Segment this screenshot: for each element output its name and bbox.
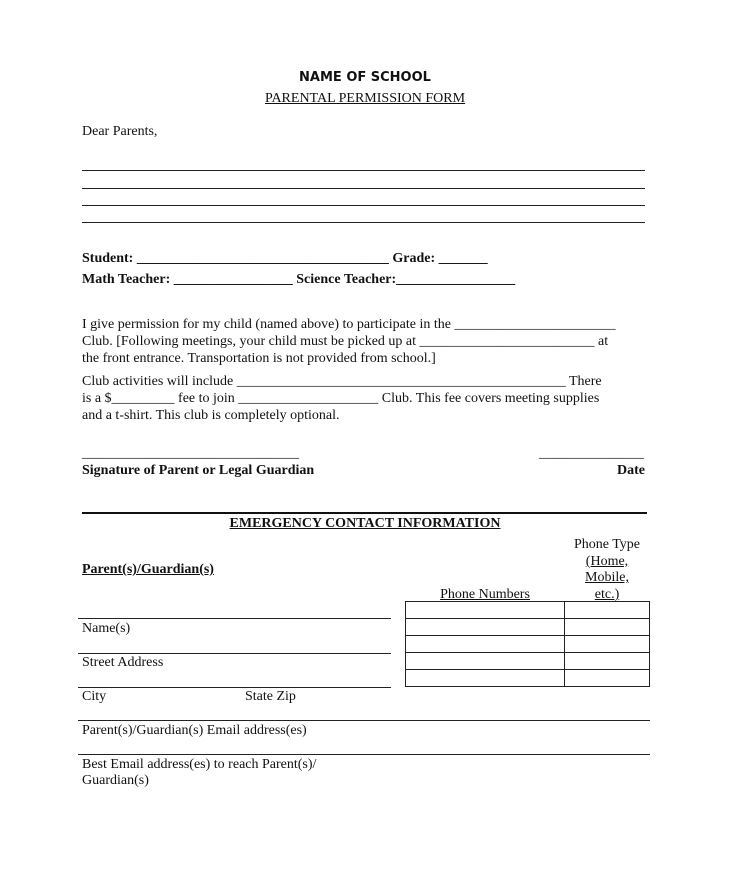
message-line-2[interactable] bbox=[82, 188, 645, 189]
state-zip-label: State Zip bbox=[245, 689, 296, 704]
best-email-top-line[interactable] bbox=[78, 754, 650, 755]
phone-number-cell[interactable] bbox=[406, 619, 565, 636]
email-label: Parent(s)/Guardian(s) Email address(es) bbox=[82, 723, 307, 738]
phone-row bbox=[406, 670, 650, 687]
street-address-label: Street Address bbox=[82, 655, 164, 670]
phone-type-home: (Home, bbox=[585, 554, 629, 569]
best-email-label-line-2: Guardian(s) bbox=[82, 773, 149, 788]
phone-type-cell[interactable] bbox=[565, 602, 650, 619]
best-email-label-line-1: Best Email address(es) to reach Parent(s)/ bbox=[82, 757, 317, 772]
emergency-heading: EMERGENCY CONTACT INFORMATION bbox=[229, 516, 501, 531]
phone-numbers-label: Phone Numbers bbox=[440, 587, 530, 602]
message-line-4[interactable] bbox=[82, 222, 645, 223]
phone-row bbox=[406, 653, 650, 670]
student-grade-line[interactable]: Student: ____________________________________ Grade: _______ bbox=[82, 251, 488, 266]
message-line-1[interactable] bbox=[82, 170, 645, 171]
signature-label: Signature of Parent or Legal Guardian bbox=[82, 463, 315, 478]
phone-type-cell[interactable] bbox=[565, 653, 650, 670]
phone-row bbox=[406, 602, 650, 619]
email-top-line[interactable] bbox=[78, 720, 650, 721]
phone-row bbox=[406, 619, 650, 636]
phone-type-mobile: Mobile, bbox=[585, 570, 629, 585]
permission-line-2: Club. [Following meetings, your child must be picked up at _________________________ at bbox=[82, 334, 609, 349]
phone-table bbox=[405, 601, 650, 687]
phone-number-cell[interactable] bbox=[406, 653, 565, 670]
phone-number-cell[interactable] bbox=[406, 602, 565, 619]
salutation: Dear Parents, bbox=[82, 124, 158, 139]
form-title: PARENTAL PERMISSION FORM bbox=[264, 91, 466, 106]
city-label: City bbox=[82, 689, 107, 704]
school-name: NAME OF SCHOOL bbox=[299, 70, 431, 85]
date-blank[interactable]: _______________ bbox=[539, 446, 644, 461]
names-top-line bbox=[78, 618, 391, 619]
activities-line-3: and a t-shirt. This club is completely optional. bbox=[82, 408, 340, 423]
permission-line-1: I give permission for my child (named above) to participate in the _______________________ bbox=[82, 317, 616, 332]
phone-type-etc: etc.) bbox=[594, 587, 620, 602]
date-label: Date bbox=[617, 463, 645, 478]
phone-row bbox=[406, 636, 650, 653]
street-top-line[interactable] bbox=[78, 653, 391, 654]
phone-number-cell[interactable] bbox=[406, 670, 565, 687]
guardians-label: Parent(s)/Guardian(s) bbox=[82, 562, 214, 577]
permission-line-3: the front entrance. Transportation is not provided from school.] bbox=[82, 351, 436, 366]
phone-type-label: Phone Type bbox=[573, 537, 641, 552]
phone-type-cell[interactable] bbox=[565, 670, 650, 687]
city-top-line[interactable] bbox=[78, 687, 391, 688]
message-line-3[interactable] bbox=[82, 205, 645, 206]
signature-blank[interactable]: _______________________________ bbox=[82, 446, 299, 461]
phone-type-cell[interactable] bbox=[565, 636, 650, 653]
section-divider bbox=[82, 512, 647, 514]
teachers-line[interactable]: Math Teacher: _________________ Science Teacher:_________________ bbox=[82, 272, 516, 287]
names-label: Name(s) bbox=[82, 621, 131, 636]
activities-line-2: is a $_________ fee to join ____________________ Club. This fee covers meeting supplies bbox=[82, 391, 600, 406]
activities-line-1: Club activities will include _______________________________________________ There bbox=[82, 374, 602, 389]
phone-number-cell[interactable] bbox=[406, 636, 565, 653]
phone-type-cell[interactable] bbox=[565, 619, 650, 636]
